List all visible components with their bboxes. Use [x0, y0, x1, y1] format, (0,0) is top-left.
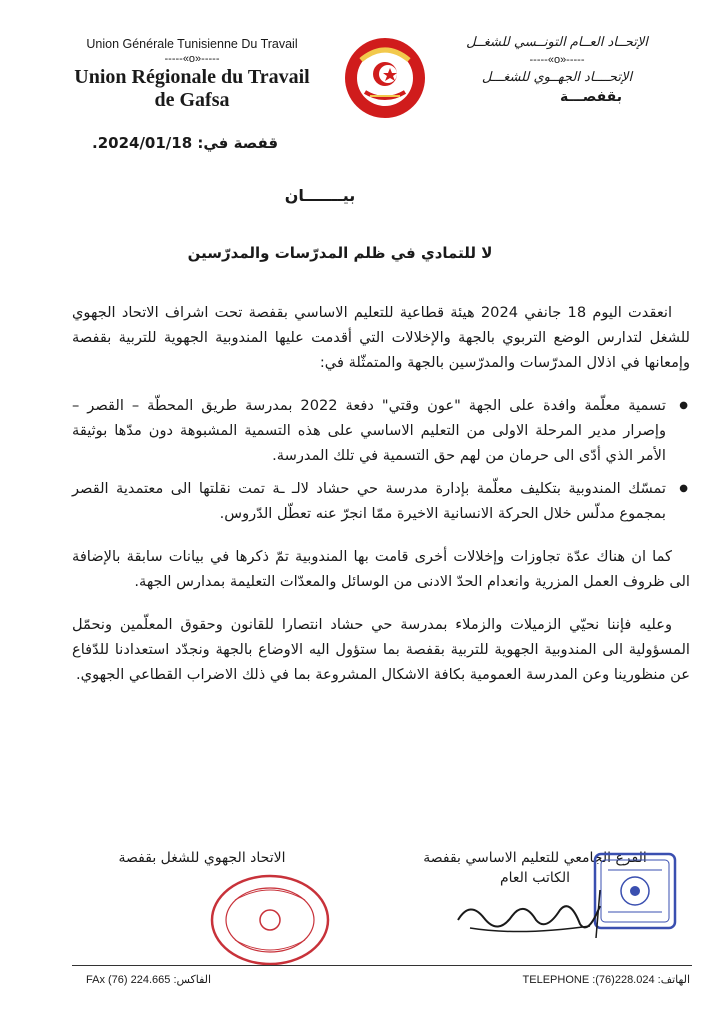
- footer-phone: TELEPHONE :(76)228.024 :الهاتف: [522, 974, 690, 986]
- footer-fax: FAx (76) 224.665 :الفاكس: [86, 974, 212, 986]
- header-arabic: [432, 34, 682, 106]
- grievance-item-2: ● تمسّك المندوبية بتكليف معلّمة بإدارة مدرسة حي حشاد لالـ ـة تمت نقلتها الى معتمدية القصر بمجموع مدلّس خلال الحركة الانسانية الاخيرة ممّا انجرّ عنه تعطّل الدّروس.: [72, 476, 666, 526]
- header-separator-right: -----«o»-----: [529, 54, 585, 66]
- signature-block-left: [72, 848, 332, 868]
- footer-divider: [72, 965, 692, 966]
- handwritten-signature-icon: [450, 880, 610, 940]
- body-paragraph-3: وعليه فإننا نحيّي الزميلات والزملاء بمدرسة حي حشاد انتصارا للقانون وحقوق المعلّمين ونحمّل المسؤولية الى المندوبية الجهوية للتربية بقفصة بما ستؤول اليه الاوضاع بالجهة ونجدّد استعدادنا للدّفاع عن منظورينا وعن المدرسة العمومية بكافة الاشكال المشروعة بما في ذلك الاضراب القطاعي الجهوي.: [72, 616, 690, 683]
- regional-union-line2: de Gafsa: [154, 89, 230, 111]
- document-title: بيـــــــان: [284, 186, 356, 205]
- org-name-french: Union Générale Tunisienne Du Travail: [86, 37, 298, 51]
- header-separator-left: -----«o»-----: [164, 53, 220, 65]
- document-body: [72, 300, 690, 705]
- signatory-title: الكاتب العام: [499, 870, 571, 886]
- regional-union-arabic: الإتحــــاد الجهــوي للشغـــل: [481, 70, 633, 85]
- ugtt-logo-icon: [340, 30, 430, 125]
- grievance-list: [72, 393, 690, 526]
- signatory-regional-union: الاتحاد الجهوي للشغل بقفصة: [118, 850, 286, 866]
- header-french: [42, 36, 342, 112]
- regional-union-stamp-icon: [205, 870, 335, 970]
- regional-union-line1: Union Régionale du Travail: [74, 66, 310, 88]
- signatory-branch: الفرع الجامعي للتعليم الاساسي بقفصة: [423, 850, 647, 866]
- date-line: قفصة في: 2024/01/18.: [92, 134, 279, 152]
- body-paragraph-1: انعقدت اليوم 18 جانفي 2024 هيئة قطاعية للتعليم الاساسي بقفصة تحت اشراف الاتحاد الجهوي للشغل لتدارس الوضع التربوي بالجهة والإخلالات التي أقدمت عليها المندوبية الجهوية للتربية بقفصة وإمعانها في اذلال المدرّسات والمدرّسين بالجهة والمتمثّلة في:: [72, 304, 690, 371]
- org-name-arabic: الإتحــاد العــام التونــسي للشغــل: [466, 35, 648, 50]
- city-arabic: بقفصـــة: [559, 89, 622, 105]
- grievance-item-1: ● تسمية معلّمة وافدة على الجهة "عون وقتي" دفعة 2022 بمدرسة طريق المحطّة – القصر – وإصرار مدير المرحلة الاولى من التعليم الاساسي على هذه التسمية المشبوهة دون مدّها بوثيقة الأمر الذي أدّى الى حرمان من لهم حق التسمية في تلك المدرسة.: [72, 393, 666, 468]
- body-paragraph-2: كما ان هناك عدّة تجاوزات وإخلالات أخرى قامت بها المندوبية تمّ ذكرها في بيانات سابقة بالإضافة الى ظروف العمل المزرية وانعدام الحدّ الادنى من الوسائل والمعدّات التعليمة بمدارس الجهة.: [72, 548, 690, 590]
- document-subtitle: لا للتمادي في ظلم المدرّسات والمدرّسين: [187, 244, 493, 262]
